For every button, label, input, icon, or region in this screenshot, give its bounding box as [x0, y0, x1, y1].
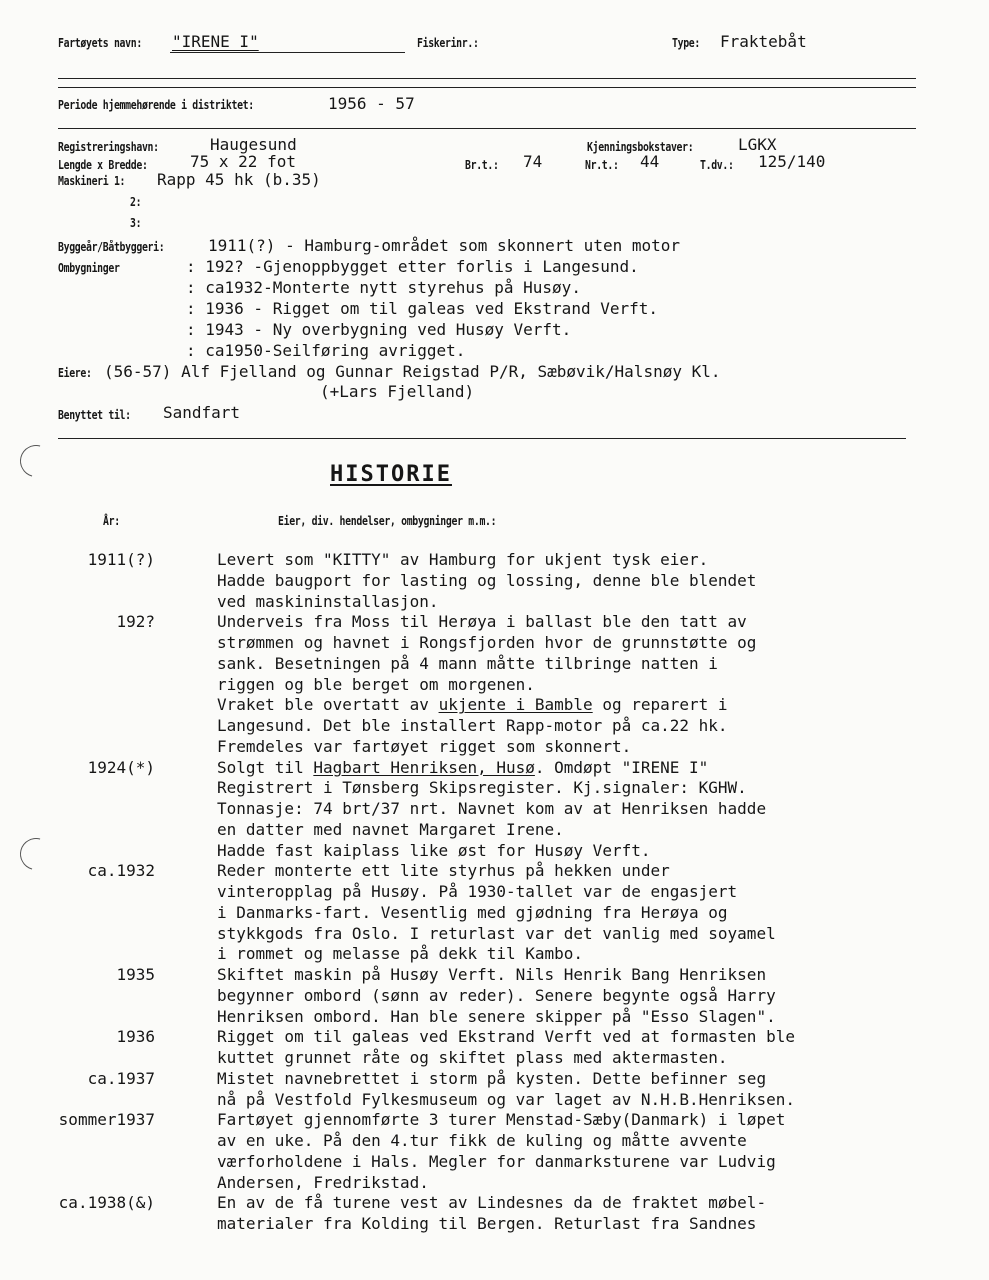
rebuild-line: : 192? -Gjenoppbygget etter forlis i Langesund. [186, 257, 639, 276]
used-for-value: Sandfart [163, 403, 241, 422]
history-line: Vraket ble overtatt av ukjente i Bamble og reparert i [217, 695, 728, 715]
nrt-label: Nr.t.: [585, 158, 619, 172]
history-year: 192? [116, 612, 155, 632]
history-line: materialer fra Kolding til Bergen. Returlast fra Sandnes [217, 1214, 757, 1233]
vessel-name: "IRENE I" [172, 32, 259, 51]
owners-line: (56-57) Alf Fjelland og Gunnar Reigstad P/R, Sæbøvik/Halsnøy Kl. [104, 362, 721, 381]
history-year: 1911(?) [87, 550, 155, 569]
history-line: av en uke. På den 4.tur fikk de kuling og måtte avvente [217, 1131, 747, 1150]
vessel-name-label: Fartøyets navn: [58, 36, 142, 50]
period-label: Periode hjemmehørende i distriktet: [58, 98, 254, 112]
history-line: Henriksen ombord. Han ble senere skipper på "Esso Slagen". [217, 1006, 776, 1026]
history-year: 1935 [116, 965, 155, 984]
fishery-no-label: Fiskerinr.: [417, 36, 479, 50]
history-line: kuttet grunnet råte og skiftet plass med aktermasten. [217, 1048, 728, 1067]
history-line: riggen og ble berget om morgenen. [217, 674, 535, 694]
history-line: værforholdene i Hals. Megler for danmarksturene var Ludvig [217, 1151, 776, 1171]
engine2-label: 2: [130, 195, 142, 209]
period-value: 1956 - 57 [328, 94, 415, 113]
history-line: Langesund. Det ble installert Rapp-motor på ca.22 hk. [217, 716, 728, 735]
history-line: Skiftet maskin på Husøy Verft. Nils Henrik Bang Henriksen [217, 965, 767, 984]
divider [58, 128, 916, 129]
rebuild-line: : 1943 - Ny overbygning ved Husøy Verft. [186, 320, 572, 339]
history-line: Fremdeles var fartøyet rigget som skonnert. [217, 736, 632, 756]
engine1-value: Rapp 45 hk (b.35) [157, 170, 321, 189]
punch-hole [14, 439, 58, 483]
engine3-label: 3: [130, 216, 142, 230]
built-label: Byggeår/Båtbyggeri: [58, 240, 165, 254]
brt-label: Br.t.: [465, 158, 499, 172]
history-line: Levert som "KITTY" av Hamburg for ukjent tysk eier. [217, 550, 709, 569]
history-line: Tonnasje: 74 brt/37 nrt. Navnet kom av at Henriksen hadde [217, 799, 767, 818]
dimensions-label: Lengde x Bredde: [58, 158, 148, 172]
tdw-value: 125/140 [758, 152, 826, 171]
history-year: 1924(*) [87, 757, 155, 777]
divider [58, 438, 906, 439]
reg-port-label: Registreringshavn: [58, 140, 159, 154]
history-line: stykkgods fra Oslo. I returlast var det vanlig med soyamel [217, 923, 776, 943]
reg-port-value: Haugesund [210, 135, 297, 154]
divider [58, 87, 916, 88]
rebuild-line: : ca1950-Seilføring avrigget. [186, 341, 466, 360]
history-year: 1936 [116, 1027, 155, 1047]
tdw-label: T.dv.: [700, 158, 734, 172]
history-line: Fartøyet gjennomførte 3 turer Menstad-Sæby(Danmark) i løpet [217, 1110, 786, 1130]
history-line: Underveis fra Moss til Herøya i ballast ble den tatt av [217, 612, 747, 632]
history-line: ved maskininstallasjon. [217, 591, 439, 611]
history-line: Solgt til Hagbart Henriksen, Husø. Omdøpt "IRENE I" [217, 757, 709, 777]
history-title: HISTORIE [330, 462, 452, 487]
owners-label: Eiere: [58, 366, 92, 380]
callsign-value: LGKX [738, 135, 777, 154]
callsign-label: Kjenningsbokstaver: [587, 140, 694, 154]
name-underline [170, 52, 405, 53]
history-line: strømmen og havnet i Rongsfjorden hvor de grunnstøtte og [217, 633, 757, 652]
history-line: Registrert i Tønsberg Skipsregister. Kj.signaler: KGHW. [217, 778, 747, 798]
engine1-label: Maskineri 1: [58, 174, 126, 188]
history-line: Rigget om til galeas ved Ekstrand Verft ved at formasten ble [217, 1027, 795, 1047]
history-line: begynner ombord (sønn av reder). Senere begynte også Harry [217, 985, 776, 1005]
history-line: nå på Vestfold Fylkesmuseum og var laget av N.H.B.Henriksen. [217, 1089, 795, 1109]
history-line: en datter med navnet Margaret Irene. [217, 819, 564, 839]
history-line: Mistet navnebrettet i storm på kysten. Dette befinner seg [217, 1068, 767, 1088]
history-year: ca.1937 [87, 1068, 155, 1088]
history-line: i Danmarks-fart. Vesentlig med gjødning fra Herøya og [217, 902, 728, 922]
punch-hole [14, 832, 58, 876]
brt-value: 74 [523, 152, 543, 171]
history-line: Reder monterte ett lite styrhus på hekken under [217, 861, 670, 881]
history-year: ca.1938(&) [58, 1193, 155, 1213]
rebuild-line: : ca1932-Monterte nytt styrehus på Husøy. [186, 278, 581, 297]
rebuilds-label: Ombygninger [58, 261, 120, 275]
owners-line: (+Lars Fjelland) [320, 382, 475, 401]
history-line: sank. Besetningen på 4 mann måtte tilbringe natten i [217, 653, 718, 673]
vessel-type: Fraktebåt [720, 32, 807, 51]
history-line: Hadde fast kaiplass like øst for Husøy Verft. [217, 840, 651, 860]
rebuild-line: : 1936 - Rigget om til galeas ved Ekstrand Verft. [186, 299, 659, 318]
built-value: 1911(?) - Hamburg-området som skonnert uten motor [208, 236, 681, 255]
history-line: i rommet og melasse på dekk til Kambo. [217, 944, 584, 964]
history-line: En av de få turene vest av Lindesnes da de fraktet møbel- [217, 1193, 767, 1213]
history-year: sommer1937 [58, 1110, 155, 1130]
history-line: vinteropplag på Husøy. På 1930-tallet var de engasjert [217, 882, 738, 901]
nrt-value: 44 [640, 152, 660, 171]
events-column-header: Eier, div. hendelser, ombygninger m.m.: [278, 514, 497, 528]
history-line: Hadde baugport for lasting og lossing, denne ble blendet [217, 570, 757, 590]
used-for-label: Benyttet til: [58, 408, 131, 422]
history-line: Andersen, Fredrikstad. [217, 1172, 429, 1192]
divider [58, 78, 916, 79]
history-year: ca.1932 [87, 861, 155, 881]
year-column-header: År: [103, 514, 120, 528]
type-label: Type: [672, 36, 700, 50]
dimensions-value: 75 x 22 fot [190, 152, 296, 171]
